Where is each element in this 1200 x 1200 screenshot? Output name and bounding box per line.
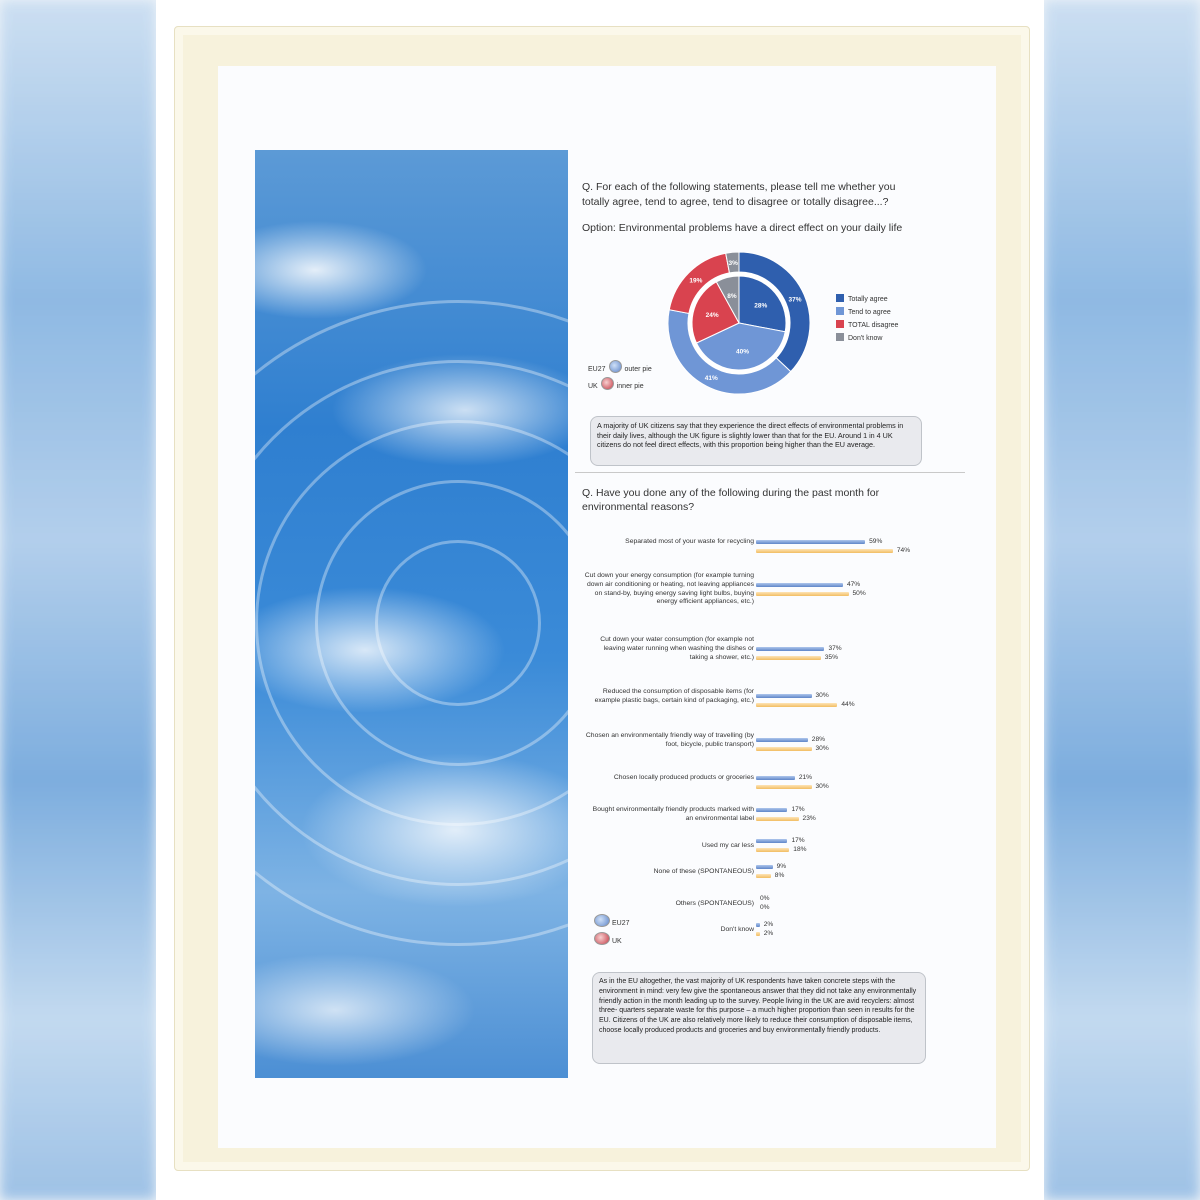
uk-slice-label-3: 8% — [727, 293, 737, 301]
pie-series-key — [588, 360, 652, 394]
uk-bar — [756, 656, 821, 660]
uk-bar — [756, 592, 849, 596]
eu-slice-label-1: 41% — [704, 374, 718, 382]
water-ring — [375, 540, 541, 706]
eu-bar-value: 17% — [791, 805, 805, 813]
donut-chart — [668, 252, 810, 394]
bar-category-label: Chosen locally produced products or groceries — [613, 774, 754, 781]
uk-flag-icon — [594, 932, 610, 945]
uk-bar-value: 50% — [852, 589, 866, 597]
eu-bar — [756, 583, 843, 587]
pie-key-uk — [588, 377, 652, 394]
uk-bar — [756, 848, 789, 852]
uk-bar-value: 35% — [824, 653, 838, 661]
eu-bar — [756, 865, 773, 869]
eu-bar-value: 9% — [776, 863, 787, 871]
eu-bar-value: 0% — [760, 895, 770, 903]
sky-photo — [255, 150, 568, 1078]
bar-category-label: Bought environmentally friendly products marked with an environmental label — [592, 806, 754, 822]
uk-bar-value: 44% — [841, 701, 855, 709]
section-divider — [575, 472, 965, 473]
eu-bar-value: 47% — [846, 580, 861, 588]
legend-swatch — [836, 294, 844, 302]
uk-bar-value: 30% — [815, 745, 829, 753]
background-right — [1044, 0, 1200, 1200]
uk-slice-label-1: 40% — [736, 348, 750, 356]
bar-category-label: Don't know — [720, 926, 754, 933]
bar-category-label: Others (SPONTANEOUS) — [675, 900, 754, 907]
bar-chart — [580, 530, 980, 950]
legend-swatch — [836, 320, 844, 328]
bar-key-eu — [594, 914, 630, 932]
pie-legend — [836, 293, 898, 345]
eu-bar-value: 28% — [811, 736, 825, 744]
uk-bar-value: 30% — [815, 782, 829, 790]
bar-key-eu-label: EU27 — [612, 920, 630, 927]
pie-key-eu-label: EU27 — [588, 366, 606, 373]
eu-slice-label-2: 19% — [689, 277, 703, 285]
pie-key-uk-desc: inner pie — [616, 383, 644, 390]
uk-bar-value: 2% — [763, 930, 774, 938]
globe-icon — [594, 914, 610, 927]
eu-bar — [756, 540, 865, 544]
legend-item-totally-agree — [836, 293, 898, 306]
background-left — [0, 0, 156, 1200]
uk-flag-icon — [601, 377, 614, 390]
uk-slice-label-0: 28% — [754, 302, 768, 310]
uk-bar — [756, 874, 771, 878]
eu-bar-value: 21% — [798, 773, 813, 781]
legend-label: TOTAL disagree — [848, 322, 899, 329]
eu-bar — [756, 647, 824, 651]
legend-swatch — [836, 333, 844, 341]
uk-bar — [756, 785, 812, 789]
bar-key-uk — [594, 932, 630, 950]
bar-category-label: Chosen an environmentally friendly way of travelling (by foot, bicycle, public transport) — [585, 732, 754, 748]
legend-label: Tend to agree — [848, 309, 891, 316]
uk-bar — [756, 703, 837, 707]
uk-bar-value: 0% — [760, 904, 770, 912]
bar-category-label: Used my car less — [701, 842, 754, 849]
question-1: Q. For each of the following statements, please tell me whether you totally agree, tend to agree, tend to disagree or totally disagree...? — [582, 181, 896, 208]
uk-bar-value: 23% — [802, 814, 816, 822]
summary-note-2: As in the EU altogether, the vast majority of UK respondents have taken concrete steps with the environment in mind: very few give the spontaneous answer that they did not take any environmentally friendly action in the month leading up to the survey. People living in the UK are avid recyclers: almost three- quarters separate waste for this purpose – a much higher proportion than seen in results for the EU. Citizens of the UK are also relatively more likely to reduce their consumption of disposable items, choose locally produced products and groceries and buy environmentally friendly products. — [592, 972, 926, 1064]
legend-label: Don't know — [848, 335, 883, 342]
legend-item-dont-know — [836, 332, 898, 345]
bar-category-label: Separated most of your waste for recycling — [625, 538, 754, 545]
pie-key-eu-desc: outer pie — [624, 366, 652, 373]
bar-series-key — [594, 914, 630, 950]
uk-slice-label-2: 24% — [705, 311, 719, 319]
eu-bar-value: 37% — [828, 644, 842, 652]
legend-item-total-disagree — [836, 319, 898, 332]
question-2: Q. Have you done any of the following during the past month for environmental reasons? — [582, 487, 880, 513]
uk-bar-value: 8% — [774, 872, 785, 880]
eu-bar — [756, 923, 760, 927]
bar-category-label: None of these (SPONTANEOUS) — [653, 868, 754, 875]
bar-category-label: Reduced the consumption of disposable items (for example plastic bags, certain kind of packaging, etc.) — [594, 688, 754, 704]
uk-bar — [756, 747, 812, 751]
uk-bar — [756, 549, 893, 553]
question-1-option: Option: Environmental problems have a direct effect on your daily life — [582, 222, 903, 234]
globe-icon — [609, 360, 622, 373]
eu-bar-value: 30% — [815, 692, 829, 700]
bar-category-label: Cut down your water consumption (for example not leaving water running when washing the dishes or taking a shower, etc.) — [600, 636, 754, 661]
eu-bar — [756, 808, 787, 812]
legend-label: Totally agree — [848, 296, 888, 303]
bar-category-label: Cut down your energy consumption (for example turning down air conditioning or heating, not leaving appliances on stand-by, buying energy saving light bulbs, buying energy efficient appliances, etc.) — [584, 572, 754, 606]
eu-bar — [756, 738, 808, 742]
legend-item-tend-to-agree — [836, 306, 898, 319]
summary-note-1: A majority of UK citizens say that they experience the direct effects of environmental problems in their daily lives, although the UK figure is slightly lower than that for the EU. Around 1 in 4 UK citizens do not feel direct effects, with this proportion being higher than the EU average. — [590, 416, 922, 466]
pie-key-uk-label: UK — [588, 383, 598, 390]
uk-bar-value: 18% — [793, 846, 807, 854]
eu-bar — [756, 776, 795, 780]
uk-bar-value: 74% — [896, 546, 911, 554]
uk-bar — [756, 817, 799, 821]
eu-bar — [756, 694, 812, 698]
eu-bar — [756, 839, 787, 843]
pie-key-eu — [588, 360, 652, 377]
eu-bar-value: 2% — [763, 921, 774, 929]
eu-bar-value: 17% — [791, 837, 805, 845]
eu-slice-label-0: 37% — [788, 296, 802, 304]
legend-swatch — [836, 307, 844, 315]
eu-bar-value: 59% — [869, 537, 883, 545]
eu-slice-label-3: 3% — [728, 259, 738, 267]
bar-key-uk-label: UK — [612, 938, 622, 945]
uk-bar — [756, 932, 760, 936]
